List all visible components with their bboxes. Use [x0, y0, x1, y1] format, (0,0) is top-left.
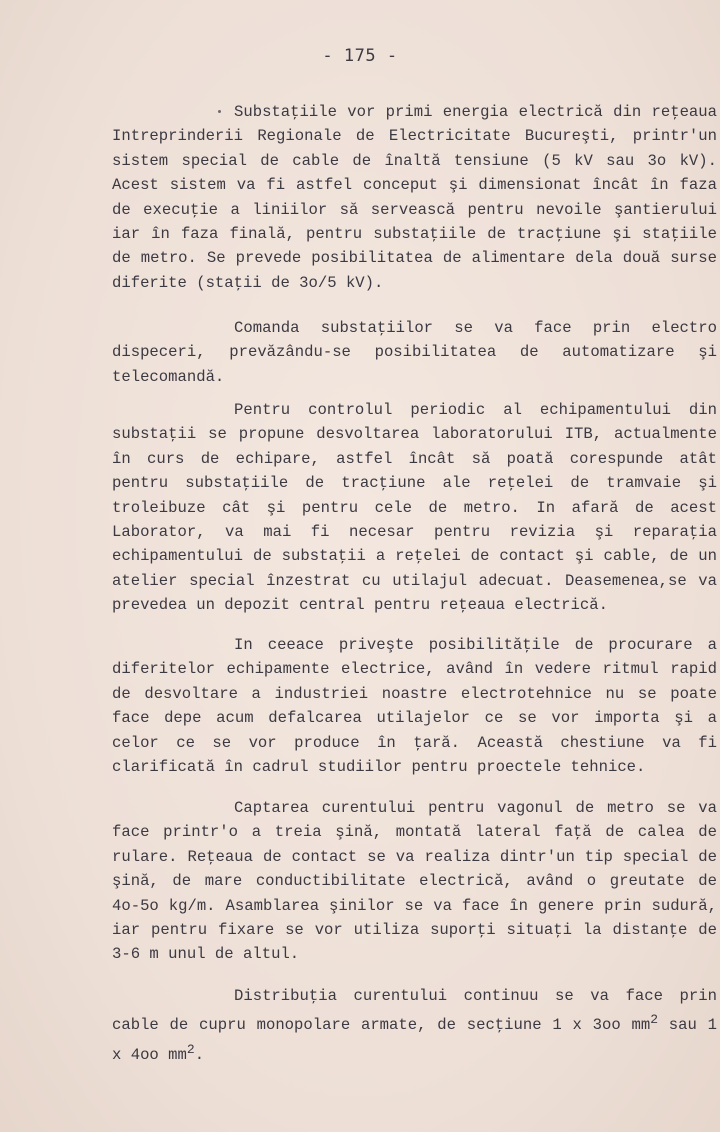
- paragraph-text: In ceeace priveşte posibilităţile de procurare a diferitelor echipamente electrice, având în vedere ritmul rapid de desvoltare a industriei noastre electrotehnice nu se poate face depe acum defalcarea utilajelor ce se vor importa şi a celor ce se vor produce în ţară. Această chestiune va fi clarificată în cadrul studiilor pentru proectele tehnice.: [112, 636, 717, 777]
- paragraph-substations-control: [112, 316, 717, 389]
- paragraph-third-rail: [112, 796, 717, 967]
- paragraph-text: Distribuţia curentului continuu se va face prin cable de cupru monopolare armate, de secţiune 1 x 3oo mm: [112, 987, 717, 1035]
- superscript: 2: [186, 1042, 195, 1057]
- page-number: - 175 -: [322, 46, 398, 66]
- paragraph-text: sau 1 x 4oo mm: [112, 1016, 717, 1065]
- paragraph-dc-distribution: [112, 984, 717, 1068]
- paragraph-equipment-procurement: [112, 633, 717, 779]
- superscript: 2: [650, 1012, 659, 1028]
- paragraph-text: Substaţiile vor primi energia electrică din reţeaua Intreprinderii Regionale de Electricitate Bucureşti, printr'un sistem special de cable de înaltă tensiune (5 kV sau 3o kV). Acest sistem va fi astfel conceput şi dimensionat încât în faza de execuţie a liniilor să servească pentru nevoile şantierului iar în faza finală, pentru substaţiile de tracţiune şi staţiile de metro. Se prevede posibilitatea de alimentare dela două surse diferite (staţii de 3o/5 kV).: [112, 103, 717, 292]
- paragraph-equipment-laboratory: [112, 398, 717, 618]
- paragraph-text: .: [194, 1046, 205, 1065]
- paragraph-text: Captarea curentului pentru vagonul de metro se va face printr'o a treia şină, montată lateral faţă de calea de rulare. Reţeaua de contact se va realiza dintr'un tip special de şină, de mare conductibilitate electrică, având o greutate de 4o-5o kg/m. Asamblarea şinilor se va face în genere prin sudură, iar pentru fixare se vor utiliza suporţi situaţi la distanţe de 3-6 m unul de altul.: [112, 799, 717, 964]
- paragraph-substations-power-supply: [112, 100, 717, 295]
- paragraph-text: Pentru controlul periodic al echipamentului din substaţii se propune desvoltarea laboratorului ITB, actualmente în curs de echipare, astfel încât să poată corespunde atât pentru substaţiile de tracţiune ale reţelei de tramvaie şi troleibuze cât şi pentru cele de metro. In afară de acest Laborator, va mai fi necesar pentru revizia şi reparaţia echipamentului de substaţii a reţelei de contact şi cable, de un atelier special înzestrat cu utilajul adecuat. Deasemenea,se va prevedea un depozit central pentru reţeaua electrică.: [112, 401, 717, 615]
- paragraph-text: Comanda substaţiilor se va face prin electro dispeceri, prevăzându-se posibilitatea de automatizare şi telecomandă.: [112, 319, 717, 386]
